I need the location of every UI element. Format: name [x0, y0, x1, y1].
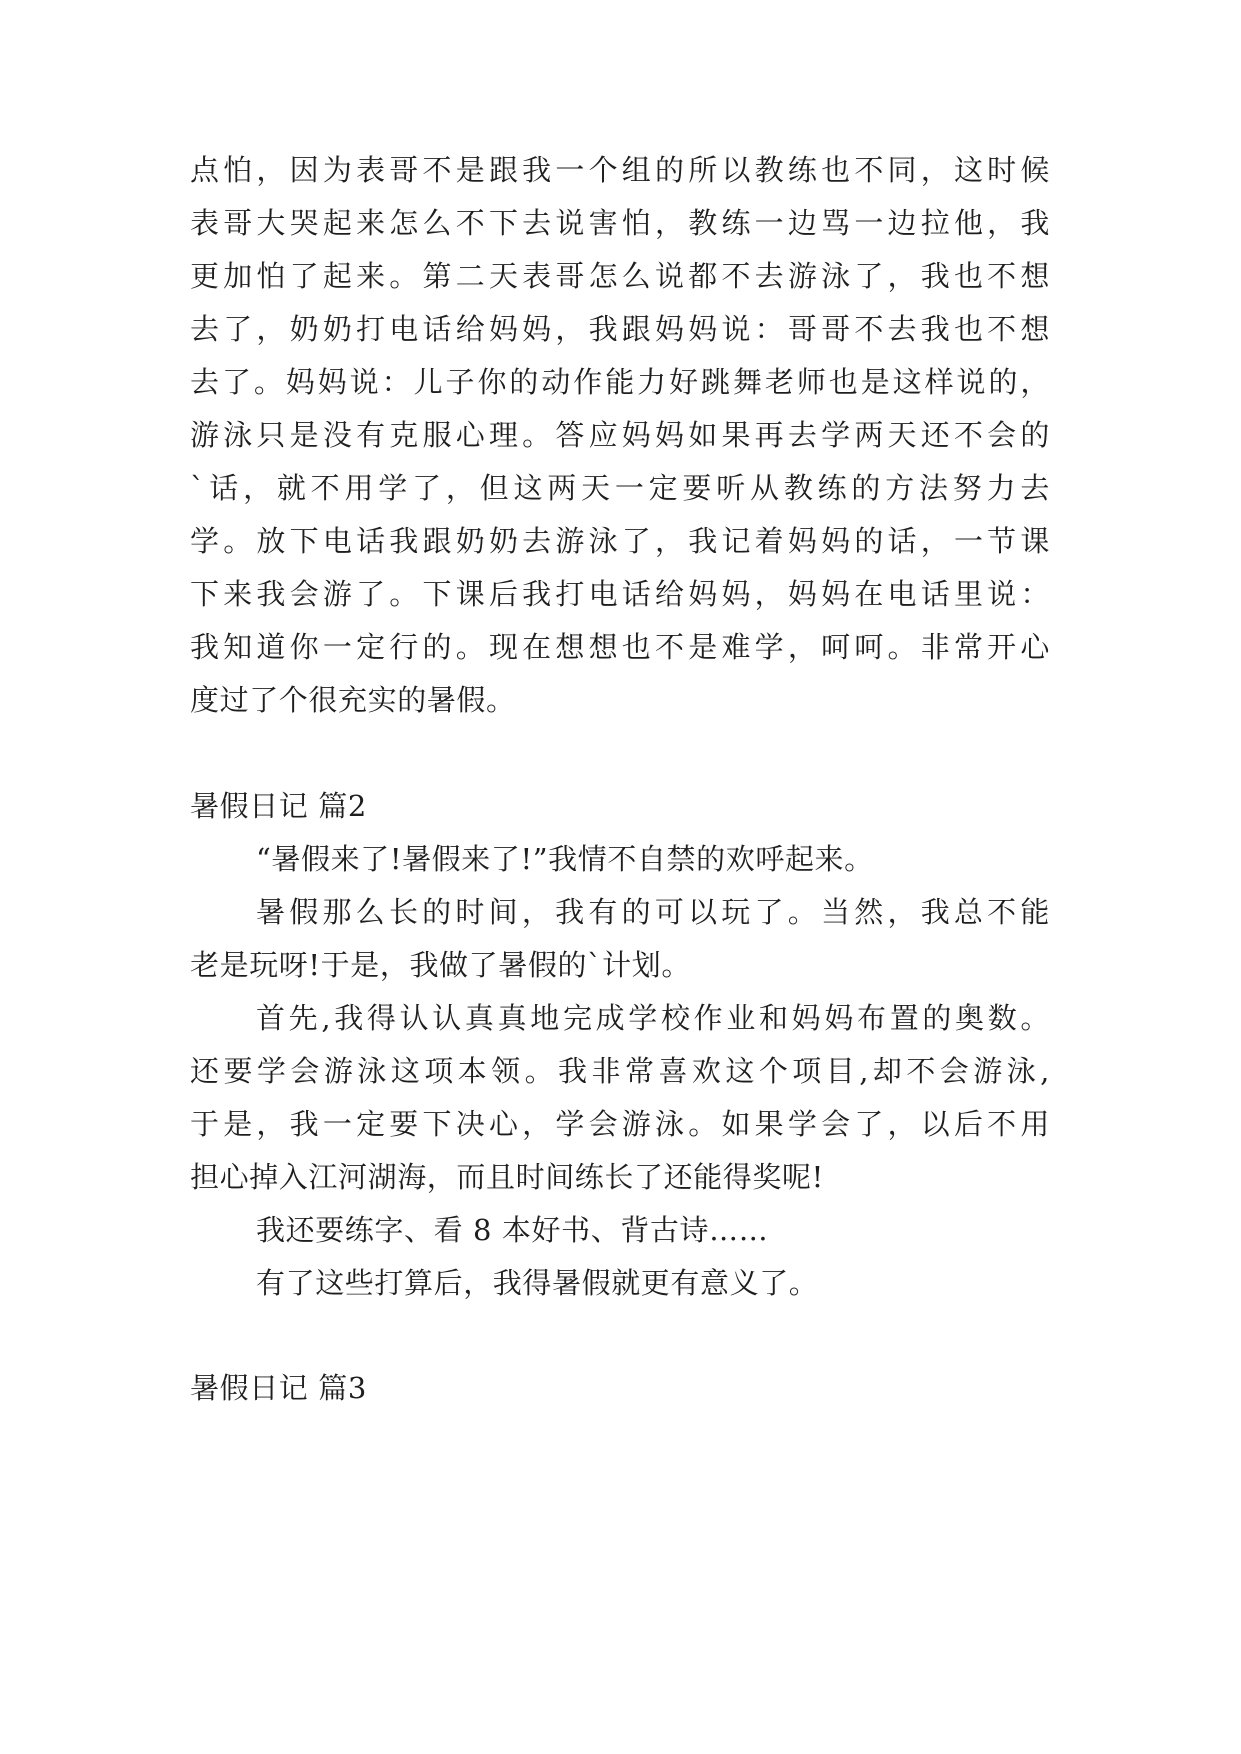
- paragraph-line: 我知道你一定行的。现在想想也不是难学，呵呵。非常开心: [190, 630, 1050, 664]
- paragraph-line: 点怕，因为表哥不是跟我一个组的所以教练也不同，这时候: [190, 153, 1050, 187]
- paragraph-line: 游泳只是没有克服心理。答应妈妈如果再去学两天还不会的: [190, 418, 1050, 452]
- paragraph-line: 学。放下电话我跟奶奶去游泳了，我记着妈妈的话，一节课: [190, 524, 1050, 558]
- paragraph-line: “暑假来了!暑假来了!”我情不自禁的欢呼起来。: [256, 842, 874, 876]
- section-heading: 暑假日记 篇2: [190, 789, 367, 823]
- paragraph-line: 更加怕了起来。第二天表哥怎么说都不去游泳了，我也不想: [190, 259, 1050, 293]
- paragraph-line: 于是，我一定要下决心，学会游泳。如果学会了，以后不用: [190, 1107, 1050, 1141]
- paragraph-line: 担心掉入江河湖海，而且时间练长了还能得奖呢!: [190, 1160, 824, 1194]
- paragraph-line: 表哥大哭起来怎么不下去说害怕，教练一边骂一边拉他，我: [190, 206, 1050, 240]
- paragraph-line: 有了这些打算后，我得暑假就更有意义了。: [256, 1266, 819, 1300]
- paragraph-line: 去了，奶奶打电话给妈妈，我跟妈妈说：哥哥不去我也不想: [190, 312, 1050, 346]
- paragraph-line: 暑假那么长的时间，我有的可以玩了。当然，我总不能: [256, 895, 1050, 929]
- paragraph-line: 下来我会游了。下课后我打电话给妈妈，妈妈在电话里说：: [190, 577, 1050, 611]
- paragraph-line: 首先,我得认认真真地完成学校作业和妈妈布置的奥数。: [256, 1001, 1050, 1035]
- section-heading: 暑假日记 篇3: [190, 1371, 367, 1405]
- paragraph-line: 还要学会游泳这项本领。我非常喜欢这个项目,却不会游泳,: [190, 1054, 1050, 1088]
- paragraph-line: `话，就不用学了，但这两天一定要听从教练的方法努力去: [190, 471, 1050, 505]
- paragraph-line: 去了。妈妈说：儿子你的动作能力好跳舞老师也是这样说的，: [190, 365, 1050, 399]
- paragraph-line: 我还要练字、看 8 本好书、背古诗……: [256, 1213, 769, 1247]
- paragraph-line: 老是玩呀!于是，我做了暑假的`计划。: [190, 948, 691, 982]
- paragraph-line: 度过了个很充实的暑假。: [190, 683, 516, 717]
